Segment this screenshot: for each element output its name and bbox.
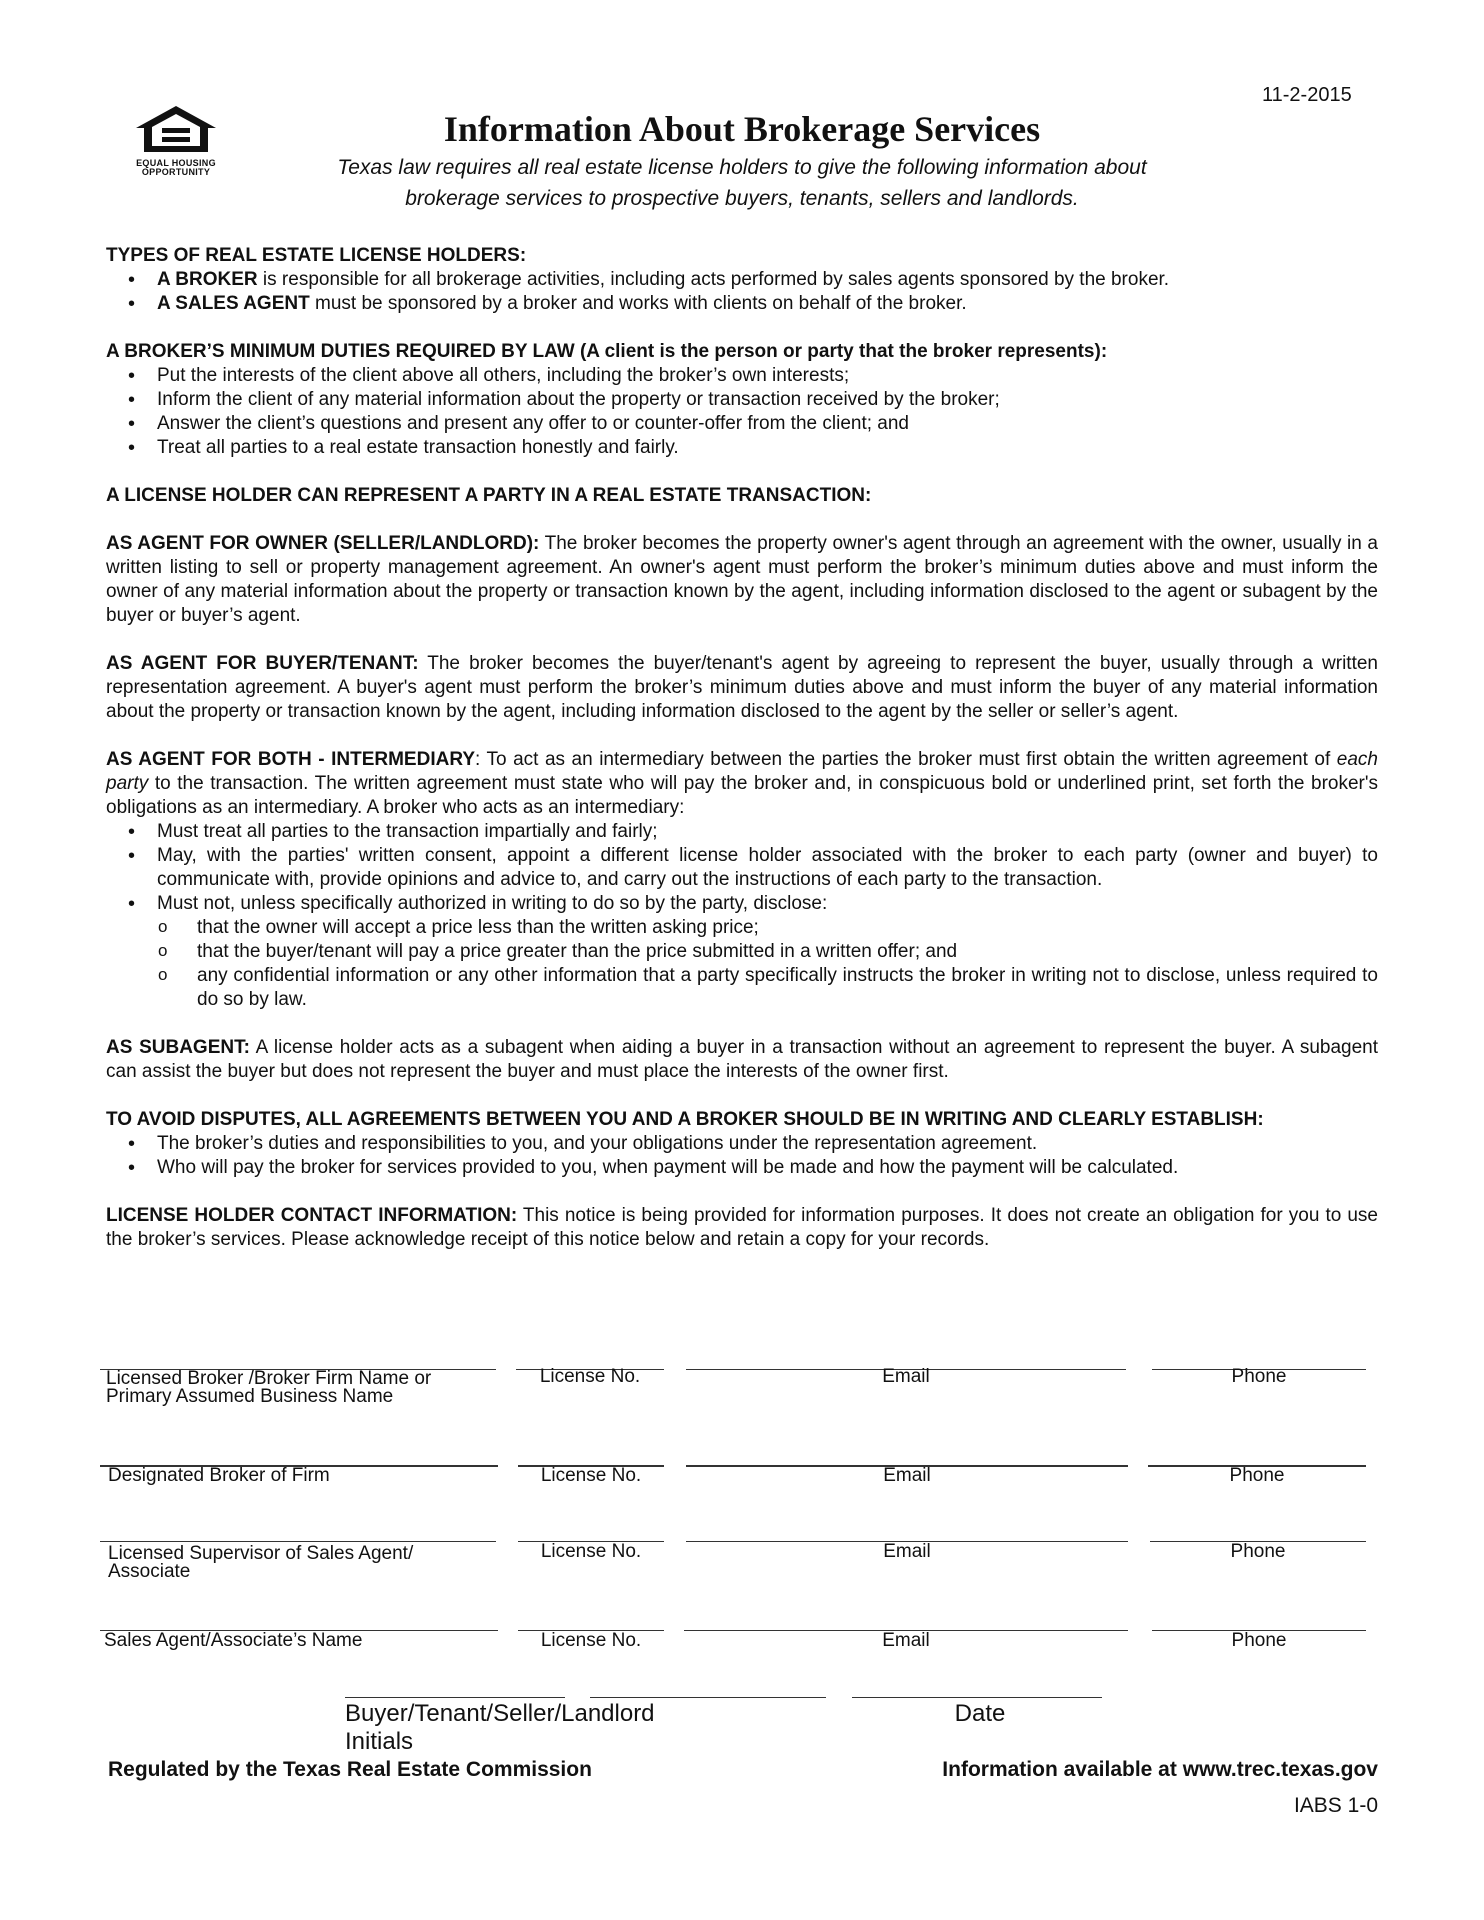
subagent-paragraph: AS SUBAGENT: A license holder acts as a subagent when aiding a buyer in a transaction without an agreement to represent the buyer. A subagent can assist the buyer but does not represent the buyer and must place the interests of the owner first. <box>106 1037 1378 1082</box>
buyer-agent-paragraph: AS AGENT FOR BUYER/TENANT: The broker becomes the buyer/tenant's agent by agreeing to represent the buyer, usually through a written representation agreement. A buyer's agent must perform the broker’s minimum duties above and must inform the buyer of any material information about the property or transaction known by the agent, including information disclosed to the agent by the seller or seller’s agent. <box>106 653 1378 722</box>
list-item: • Who will pay the broker for services provided to you, when payment will be made and how the payment will be calculated. <box>106 1156 1378 1180</box>
sales-agent-email-label: Email <box>882 1630 930 1651</box>
page-title: Information About Brokerage Services <box>443 109 1041 149</box>
supervisor-email-label: Email <box>883 1541 931 1562</box>
supervisor-phone-label: Phone <box>1230 1541 1286 1562</box>
sub-list-item: o any confidential information or any other information that a party specifically instructs the broker in writing not to disclose, unless required to do so by law. <box>106 964 1378 1012</box>
page-subtitle <box>250 152 1234 214</box>
initials-field-2[interactable] <box>590 1697 826 1698</box>
date-label: Date <box>954 1700 1006 1727</box>
designated-license-label: License No. <box>540 1465 642 1486</box>
logo-text-line1: EQUAL HOUSING <box>136 158 216 168</box>
broker-email-label: Email <box>882 1366 930 1387</box>
subtitle-line-1: Texas law requires all real estate license holders to give the following information about <box>337 156 1147 179</box>
sales-agent-name-label: Sales Agent/Associate’s Name <box>104 1630 363 1651</box>
contact-paragraph: LICENSE HOLDER CONTACT INFORMATION: This notice is being provided for information purposes. It does not create an obligation for you to use the broker’s services. Please acknowledge receipt of this notice below and retain a copy for your records. <box>106 1205 1378 1250</box>
broker-definition: is responsible for all brokerage activities, including acts performed by sales agents sponsored by the broker. <box>257 269 1170 290</box>
list-item <box>106 268 1378 292</box>
supervisor-name-field[interactable] <box>100 1541 496 1542</box>
sales-agent-phone-label: Phone <box>1231 1630 1287 1651</box>
document-body <box>106 244 1378 1252</box>
sub-list-item: o that the buyer/tenant will pay a price greater than the price submitted in a written offer; and <box>106 940 1378 964</box>
supervisor-license-label: License No. <box>540 1541 642 1562</box>
form-date: 11-2-2015 <box>1262 84 1352 106</box>
form-id: IABS 1-0 <box>1293 1794 1378 1817</box>
types-heading: TYPES OF REAL ESTATE LICENSE HOLDERS: <box>106 245 527 266</box>
list-item: • Treat all parties to a real estate transaction honestly and fairly. <box>106 436 1378 460</box>
broker-license-label: License No. <box>539 1366 641 1387</box>
date-field[interactable] <box>852 1697 1102 1698</box>
broker-phone-label: Phone <box>1231 1366 1287 1387</box>
supervisor-name-label: Licensed Supervisor of Sales Agent/ Associate <box>108 1543 414 1582</box>
list-item <box>106 292 1378 316</box>
list-item: • Answer the client’s questions and present any offer to or counter-offer from the client; and <box>106 412 1378 436</box>
list-item: • Must treat all parties to the transaction impartially and fairly; <box>106 820 1378 844</box>
list-item: • Must not, unless specifically authorized in writing to do so by the party, disclose: <box>106 892 1378 916</box>
footer-regulator: Regulated by the Texas Real Estate Commission <box>108 1758 592 1781</box>
list-item: • Put the interests of the client above all others, including the broker’s own interests; <box>106 364 1378 388</box>
owner-agent-paragraph: AS AGENT FOR OWNER (SELLER/LANDLORD): The broker becomes the property owner's agent through an agreement with the owner, usually in a written listing to sell or property management agreement. An owner's agent must perform the broker’s minimum duties above and must inform the owner of any material information about the property or transaction known by the agent, including information disclosed to the agent or subagent by the buyer or buyer’s agent. <box>106 533 1379 626</box>
broker-term: A BROKER <box>157 269 258 290</box>
designated-phone-label: Phone <box>1229 1465 1285 1486</box>
logo-text-line2: OPPORTUNITY <box>141 167 211 177</box>
disputes-heading: TO AVOID DISPUTES, ALL AGREEMENTS BETWEEN YOU AND A BROKER SHOULD BE IN WRITING AND CLEARLY ESTABLISH: <box>106 1109 1264 1130</box>
initials-label: Buyer/Tenant/Seller/Landlord Initials <box>345 1700 655 1755</box>
sales-agent-license-label: License No. <box>540 1630 642 1651</box>
sales-agent-definition: must be sponsored by a broker and works with clients on behalf of the broker. <box>309 293 967 314</box>
duties-heading: A BROKER’S MINIMUM DUTIES REQUIRED BY LAW (A client is the person or party that the broker represents): <box>106 341 1108 362</box>
footer-website: Information available at www.trec.texas.gov <box>942 1758 1378 1781</box>
represent-heading: A LICENSE HOLDER CAN REPRESENT A PARTY IN A REAL ESTATE TRANSACTION: <box>106 485 872 506</box>
broker-name-label: Licensed Broker /Broker Firm Name or Primary Assumed Business Name <box>106 1368 432 1407</box>
intermediary-paragraph: AS AGENT FOR BOTH - INTERMEDIARY: To act as an intermediary between the parties the broker must first obtain the written agreement of each party to the transaction. The written agreement must state who will pay the broker and, in conspicuous bold or underlined print, set forth the broker's obligations as an intermediary. A broker who acts as an intermediary: <box>106 749 1378 818</box>
designated-broker-label: Designated Broker of Firm <box>108 1465 330 1486</box>
designated-email-label: Email <box>883 1465 931 1486</box>
initials-field-1[interactable] <box>345 1697 565 1698</box>
list-item: • Inform the client of any material information about the property or transaction received by the broker; <box>106 388 1378 412</box>
sales-agent-term: A SALES AGENT <box>157 293 310 314</box>
subtitle-line-2: brokerage services to prospective buyers, tenants, sellers and landlords. <box>405 187 1079 210</box>
list-item: • The broker’s duties and responsibilities to you, and your obligations under the representation agreement. <box>106 1132 1378 1156</box>
list-item: • May, with the parties' written consent, appoint a different license holder associated with the broker to each party (owner and buyer) to communicate with, provide opinions and advice to, and carry out the instructions of each party to the transaction. <box>106 844 1378 892</box>
sub-list-item: o that the owner will accept a price less than the written asking price; <box>106 916 1378 940</box>
